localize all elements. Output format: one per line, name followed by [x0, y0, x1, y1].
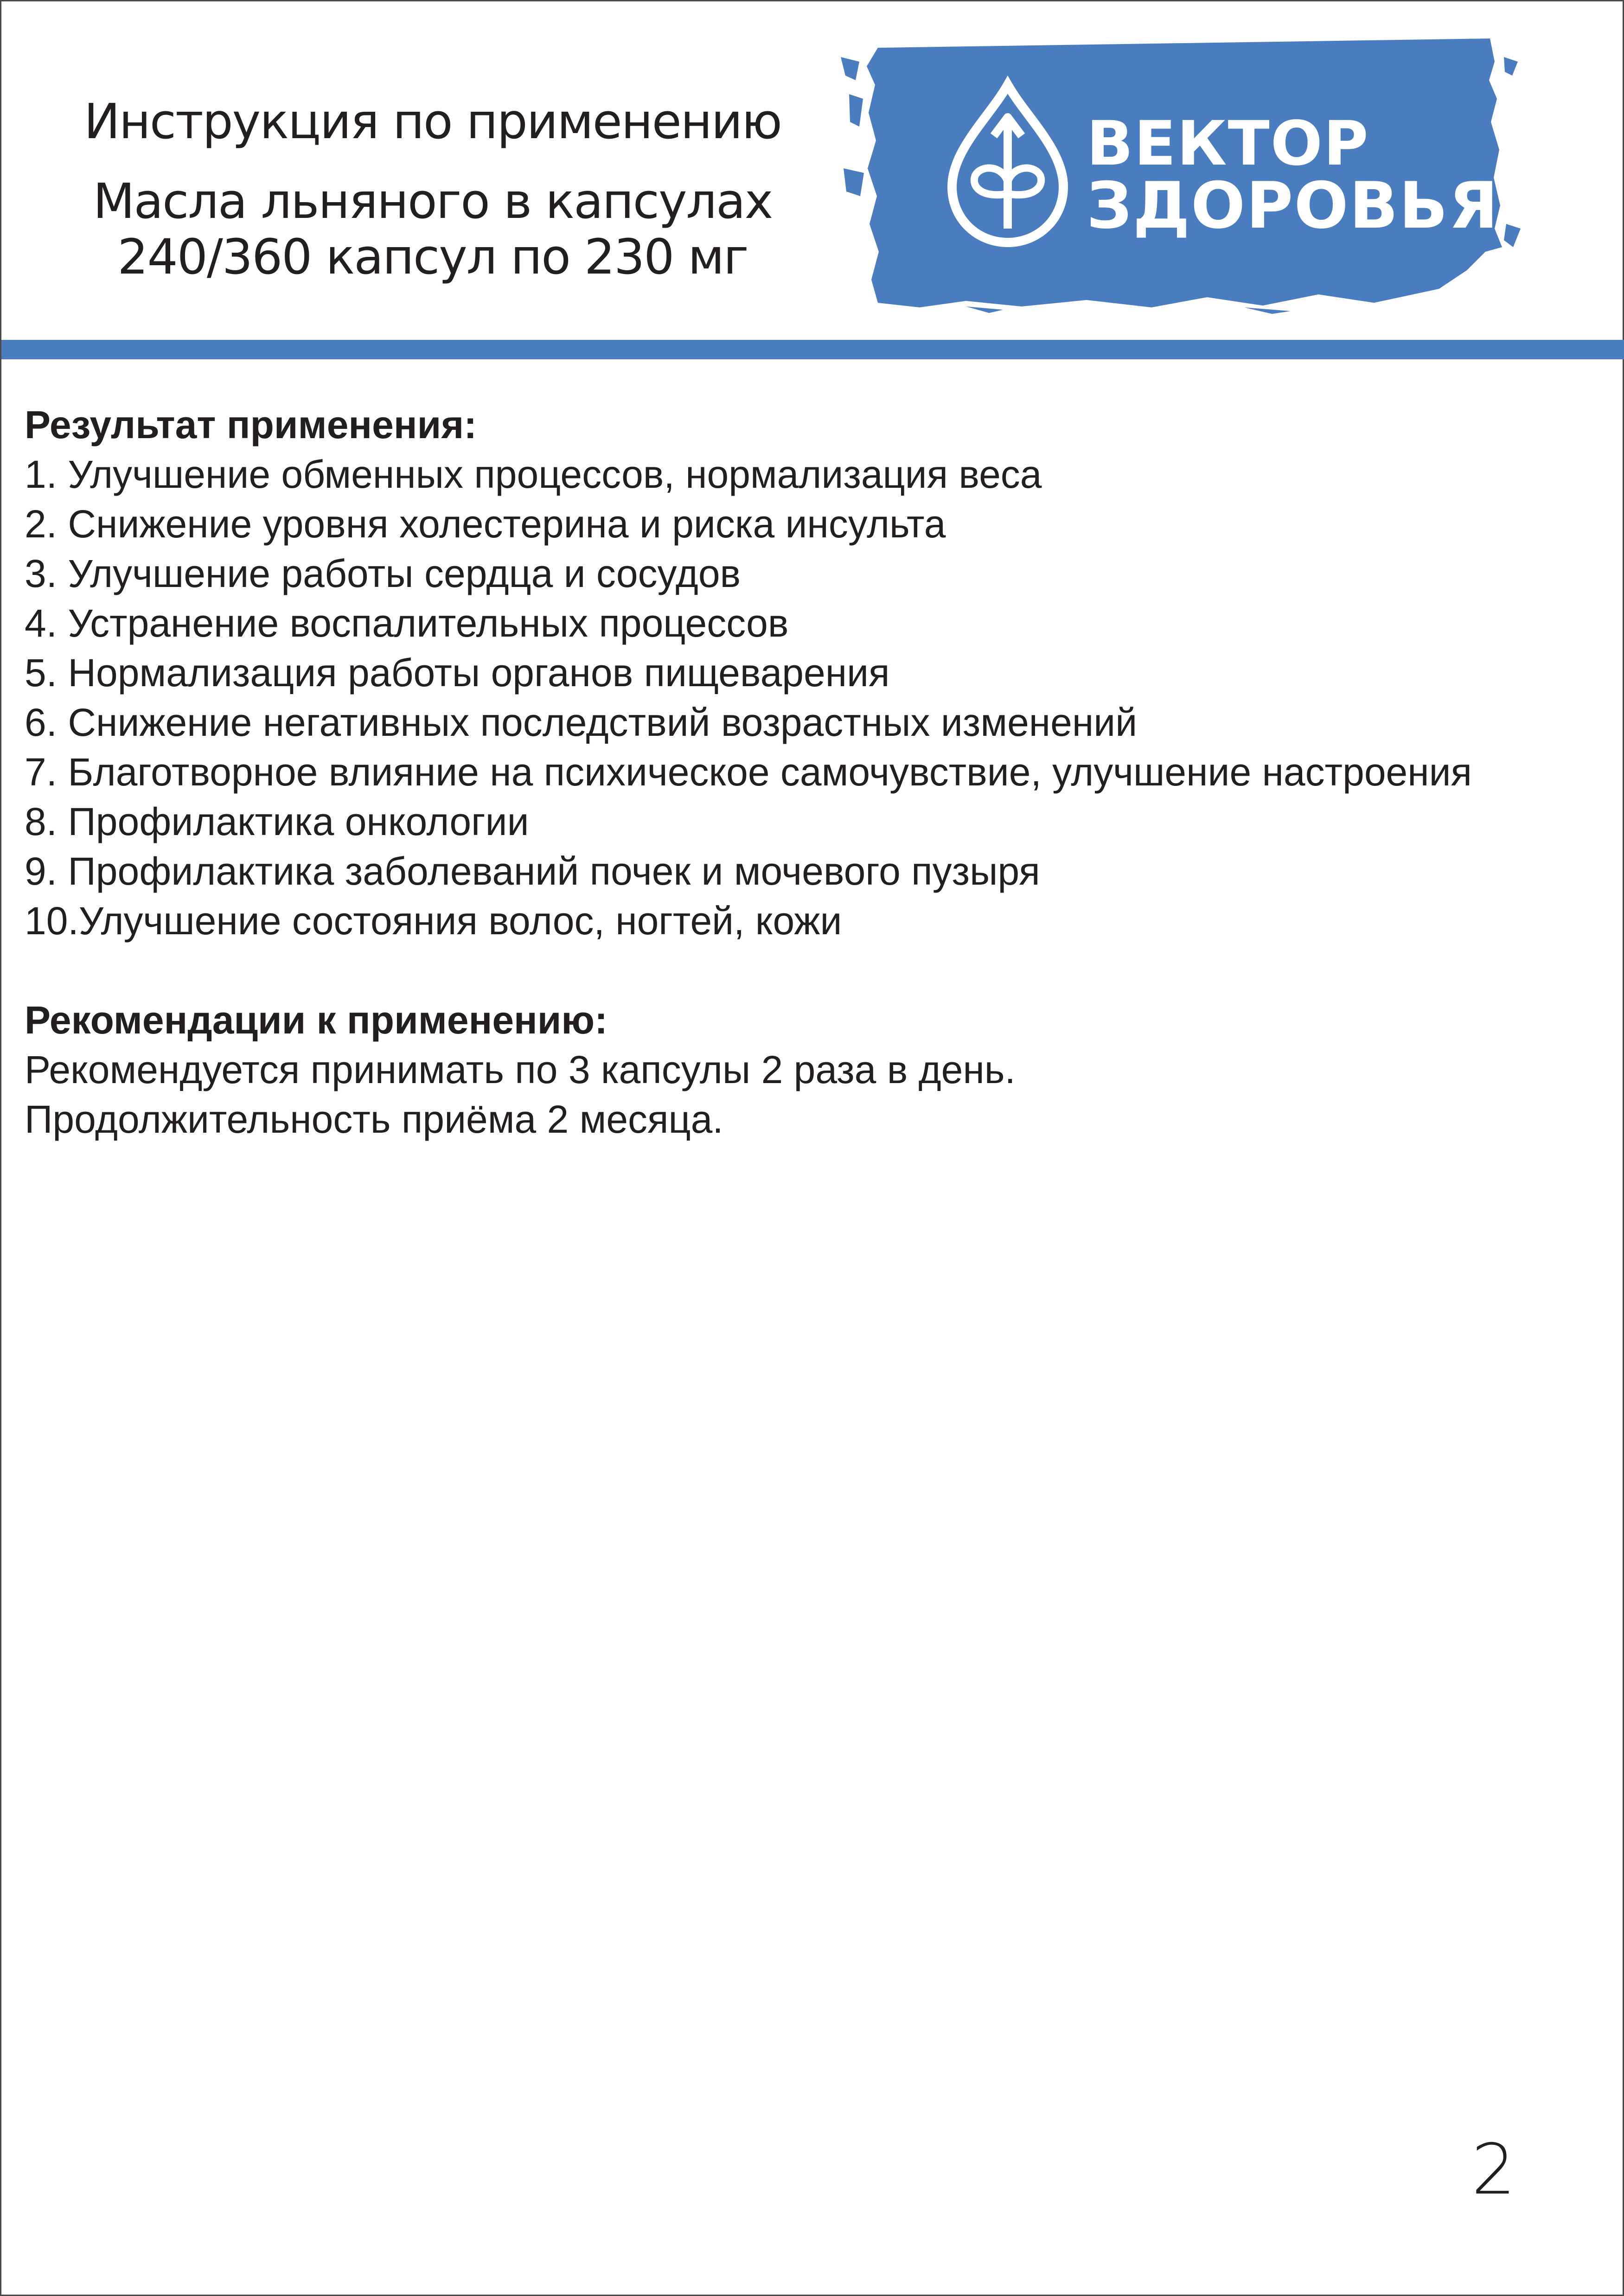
results-heading: Результат применения:: [25, 403, 477, 446]
product-package: 240/360 капсул по 230 мг: [117, 229, 748, 285]
drop-arrow-sprout-icon: [938, 76, 1077, 252]
spacer: [25, 946, 1611, 995]
brand-logo: [827, 29, 1522, 317]
recommendation-line: Продолжительность приёма 2 месяца.: [25, 1097, 723, 1141]
list-item: 10.Улучшение состояния волос, ногтей, кожи: [25, 899, 842, 943]
product-name: Масла льняного в капсулах: [93, 173, 773, 230]
results-list: [25, 450, 1611, 946]
list-item: 1. Улучшение обменных процессов, нормализация веса: [25, 453, 1042, 496]
header-divider: [1, 340, 1624, 359]
list-item: 9. Профилактика заболеваний почек и мочевого пузыря: [25, 849, 1040, 893]
list-item: 2. Снижение уровня холестерина и риска инсульта: [25, 502, 946, 546]
list-item: 7. Благотворное влияние на психическое самочувствие, улучшение настроения: [25, 750, 1472, 794]
list-item: 3. Улучшение работы сердца и сосудов: [25, 552, 741, 595]
list-item: 6. Снижение негативных последствий возрастных изменений: [25, 701, 1138, 744]
list-item: 5. Нормализация работы органов пищеварения: [25, 651, 890, 695]
header-title: Инструкция по применению: [84, 93, 781, 150]
instruction-body: [25, 400, 1611, 1144]
page-number: 2: [1471, 2130, 1516, 2210]
logo-text-zdorovya: ЗДОРОВЬЯ: [1087, 168, 1499, 243]
recommendation-line: Рекомендуется принимать по 3 капсулы 2 раза в день.: [25, 1048, 1016, 1091]
list-item: 8. Профилактика онкологии: [25, 800, 529, 843]
logo-text-vektor: ВЕКТОР: [1087, 108, 1369, 179]
recommendations-heading: Рекомендации к применению:: [25, 998, 608, 1042]
list-item: 4. Устранение воспалительных процессов: [25, 601, 789, 645]
